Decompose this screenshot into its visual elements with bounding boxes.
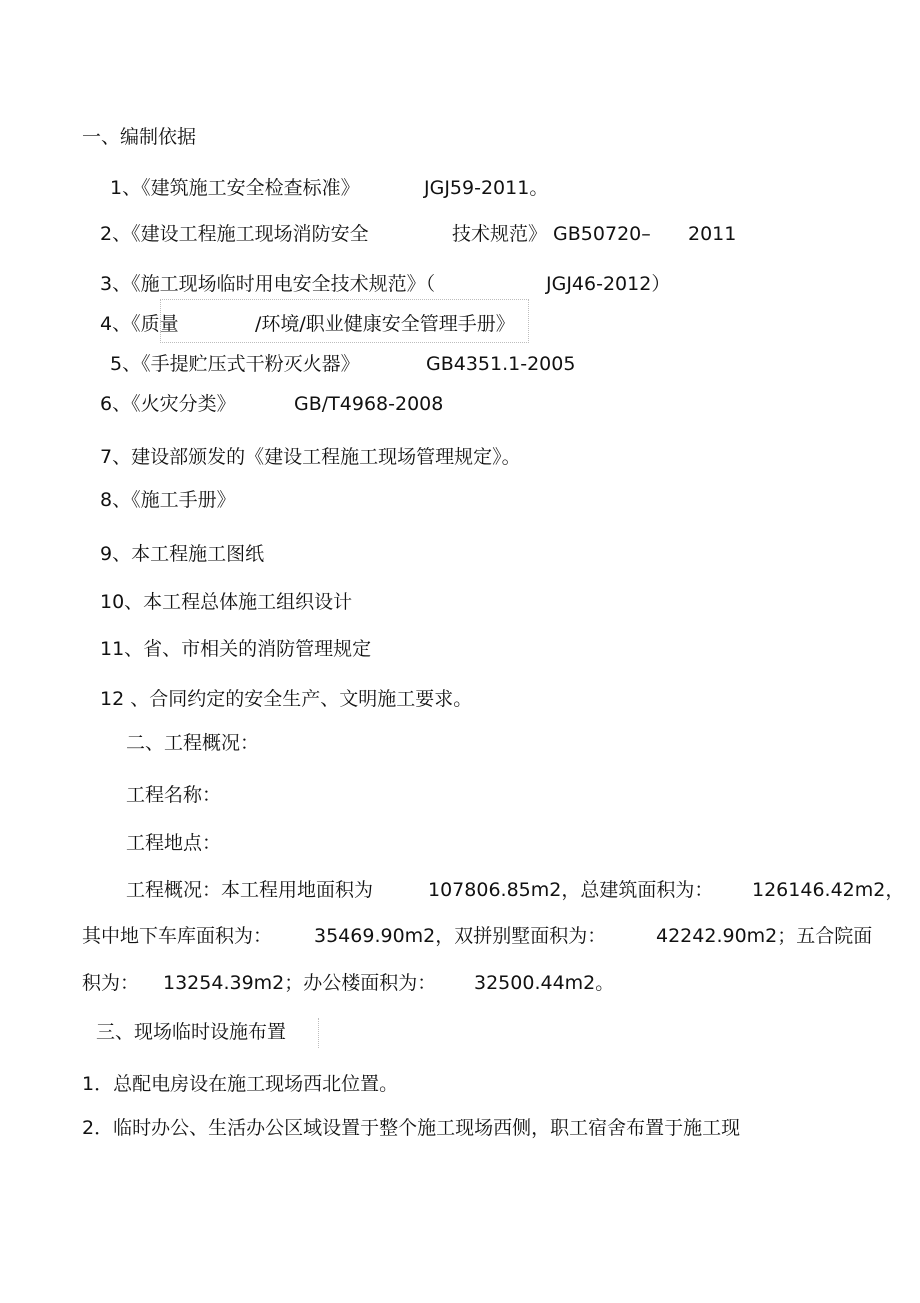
section-heading-basis: 一、编制依据: [82, 126, 197, 148]
basis-item-6: 6、《火灾分类》: [100, 393, 236, 415]
overview-line-3-courtyard: 13254.39m2；办公楼面积为：: [163, 972, 437, 994]
basis-item-3-code: JGJ46-2012）: [546, 273, 671, 295]
basis-item-5: 5、《手提贮压式干粉灭火器》: [110, 353, 360, 375]
overview-line-2-villa: 42242.90m2；五合院面: [656, 925, 873, 947]
basis-item-4: 4、《质量: [100, 313, 179, 335]
overview-line-1-area: 107806.85m2，总建筑面积为：: [428, 879, 714, 901]
section-heading-facilities: 三、现场临时设施布置: [96, 1021, 287, 1043]
overview-line-1: 工程概况：本工程用地面积为: [126, 879, 374, 901]
overview-line-2: 其中地下车库面积为：: [82, 925, 273, 947]
basis-item-6-code: GB/T4968-2008: [294, 393, 444, 415]
basis-item-9: 9、本工程施工图纸: [100, 543, 265, 565]
basis-item-3: 3、《施工现场临时用电安全技术规范》（: [100, 273, 436, 295]
text-frame-edge: [318, 1018, 319, 1048]
project-place-label: 工程地点：: [126, 832, 222, 854]
overview-line-3: 积为：: [82, 972, 140, 994]
basis-item-7: 7、建设部颁发的《建设工程施工现场管理规定》。: [100, 446, 521, 468]
facility-item-2: 2．临时办公、生活办公区域设置于整个施工现场西侧，职工宿舍布置于施工现: [82, 1117, 741, 1139]
basis-item-2: 2、《建设工程施工现场消防安全: [100, 223, 369, 245]
basis-item-4-rest: /环境/职业健康安全管理手册》: [255, 313, 515, 335]
basis-item-12: 12 、合同约定的安全生产、文明施工要求。: [100, 688, 473, 710]
facility-item-1: 1．总配电房设在施工现场西北位置。: [82, 1073, 399, 1095]
basis-item-10: 10、本工程总体施工组织设计: [100, 591, 353, 613]
basis-item-2-year: 2011: [688, 223, 737, 245]
overview-line-2-garage: 35469.90m2，双拼别墅面积为：: [314, 925, 607, 947]
section-heading-overview: 二、工程概况：: [126, 732, 260, 754]
overview-line-1-total: 126146.42m2，: [752, 879, 905, 901]
basis-item-1-code: JGJ59-2011。: [424, 177, 549, 199]
overview-line-3-office: 32500.44m2。: [474, 972, 615, 994]
basis-item-11: 11、省、市相关的消防管理规定: [100, 638, 372, 660]
basis-item-1: 1、《建筑施工安全检查标准》: [110, 177, 360, 199]
basis-item-2-code: 技术规范》 GB50720–: [452, 223, 651, 245]
basis-item-8: 8、《施工手册》: [100, 489, 236, 511]
project-name-label: 工程名称：: [126, 784, 222, 806]
basis-item-5-code: GB4351.1-2005: [426, 353, 576, 375]
